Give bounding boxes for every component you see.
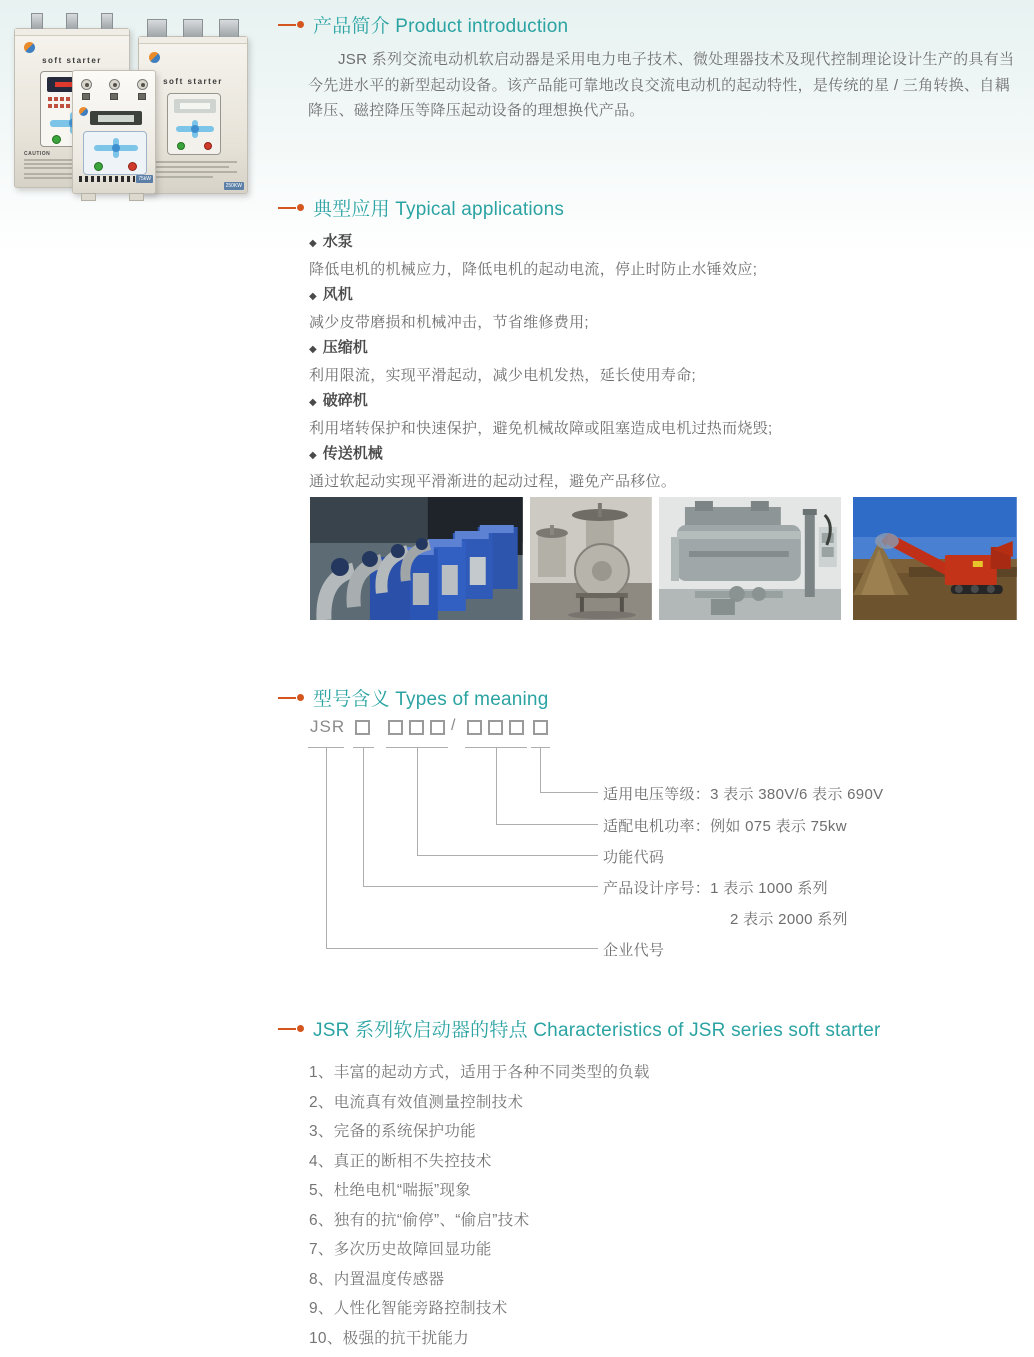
control-panel <box>83 131 147 175</box>
diamond-bullet-icon: ◆ <box>309 450 317 461</box>
application-photos-row <box>310 497 1017 620</box>
lcd-display <box>174 99 216 113</box>
feature-item: 5、杜绝电机“喘振”现象 <box>309 1182 472 1199</box>
terminal-screw <box>110 93 118 100</box>
terminal-screw <box>82 93 90 100</box>
feature-item: 1、丰富的起动方式，适用于各种不同类型的负载 <box>309 1064 650 1081</box>
power-badge: 250KW <box>225 183 242 189</box>
control-panel <box>167 93 221 155</box>
device-top-cap <box>139 37 247 44</box>
section-title: JSR 系列软启动器的特点 Characteristics of JSR series soft starter <box>313 1020 881 1041</box>
model-code-slash: / <box>451 717 456 734</box>
section-header-applications <box>278 194 564 221</box>
terminal-screw <box>138 93 146 100</box>
label-voltage-class: 适用电压等级：3 表示 380V/6 表示 690V <box>603 786 884 803</box>
application-desc: 通过软起动实现平滑渐进的起动过程，避免产品移位。 <box>309 472 677 490</box>
label-design-series-2: 2 表示 2000 系列 <box>730 911 848 928</box>
application-name <box>309 441 1021 469</box>
application-desc: 降低电机的机械应力，降低电机的起动电流，停止时防止水锤效应; <box>309 260 758 278</box>
photo-centrifugal-fan <box>530 497 652 620</box>
diamond-bullet-icon: ◆ <box>309 344 317 355</box>
terminal-strip <box>79 176 135 182</box>
soft-starter-label: soft starter <box>42 56 102 65</box>
connector-line <box>326 747 327 948</box>
stop-button-icon <box>128 162 137 171</box>
section-title: 产品简介 Product introduction <box>313 16 569 37</box>
model-code-box <box>533 720 548 735</box>
device-top-cap <box>15 29 129 36</box>
section-header-features <box>278 1015 881 1042</box>
stop-button-icon <box>204 142 212 150</box>
connector-line <box>326 948 598 949</box>
model-code-box <box>509 720 524 735</box>
feature-item: 6、独有的抗“偷停”、“偷启”技术 <box>309 1211 530 1229</box>
connector-line <box>540 792 598 793</box>
model-code-box <box>488 720 503 735</box>
model-code-box <box>467 720 482 735</box>
section-marker-icon <box>278 204 304 211</box>
power-badge: 75kW <box>138 176 151 182</box>
fine-print-line <box>149 171 237 173</box>
keypad-cross-icon <box>94 138 138 158</box>
application-label: 风机 <box>322 286 353 303</box>
connector-line <box>363 886 598 887</box>
label-company-code: 企业代号 <box>603 942 665 959</box>
product-photo-soft-starters <box>8 4 253 196</box>
feature-item: 7、多次历史故障回显功能 <box>309 1241 492 1258</box>
connector-line <box>417 747 418 855</box>
section-marker-icon <box>278 694 304 701</box>
start-button-icon <box>177 142 185 150</box>
start-button-icon <box>94 162 103 171</box>
brand-logo-icon <box>24 42 35 53</box>
terminal-bolt <box>81 79 92 90</box>
model-code-diagram <box>310 716 1025 964</box>
application-name <box>309 388 1021 416</box>
feature-item: 9、人性化智能旁路控制技术 <box>309 1300 508 1317</box>
application-name <box>309 335 1021 363</box>
section-marker-icon <box>278 1025 304 1032</box>
fine-print-line <box>149 166 229 168</box>
section-header-model <box>278 684 548 711</box>
application-label: 破碎机 <box>322 392 368 409</box>
label-motor-power: 适配电机功率：例如 075 表示 75kw <box>603 818 847 835</box>
model-code-box <box>430 720 445 735</box>
connector-line <box>496 824 598 825</box>
brand-logo-icon <box>149 52 160 63</box>
application-label: 水泵 <box>322 233 353 250</box>
model-code-box <box>409 720 424 735</box>
caution-label: CAUTION <box>24 151 51 157</box>
application-name <box>309 282 1021 310</box>
label-design-series: 产品设计序号：1 表示 1000 系列 <box>603 880 828 897</box>
application-label: 压缩机 <box>322 339 368 356</box>
diamond-bullet-icon: ◆ <box>309 238 317 249</box>
section-marker-icon <box>278 21 304 28</box>
connector-line <box>540 747 541 792</box>
diamond-bullet-icon: ◆ <box>309 291 317 302</box>
terminal-bolt <box>137 79 148 90</box>
soft-starter-device-front <box>72 70 156 194</box>
terminal-block <box>183 19 203 39</box>
connector-line <box>363 747 364 886</box>
terminal-bolt <box>109 79 120 90</box>
soft-starter-label: soft starter <box>163 77 223 86</box>
application-desc: 减少皮带磨损和机械冲击，节省维修费用; <box>309 313 589 331</box>
connector-line <box>417 855 598 856</box>
model-code-prefix: JSR <box>310 717 346 736</box>
feature-item: 2、电流真有效值测量控制技术 <box>309 1093 524 1111</box>
application-name <box>309 229 1021 257</box>
feature-item: 10、极强的抗干扰能力 <box>309 1329 470 1347</box>
start-button-icon <box>52 135 61 144</box>
features-list <box>309 1060 1021 1355</box>
feature-item: 4、真正的断相不失控技术 <box>309 1152 492 1170</box>
label-function-code: 功能代码 <box>603 849 665 866</box>
fine-print-line <box>149 161 237 163</box>
application-desc: 利用堵转保护和快速保护，避免机械故障或阻塞造成电机过热而烧毁; <box>309 419 773 437</box>
lcd-display <box>90 111 142 125</box>
terminal-block <box>219 19 239 39</box>
section-header-intro <box>278 11 568 38</box>
application-label: 传送机械 <box>322 445 383 462</box>
photo-compressor-unit <box>659 497 842 620</box>
model-code-box <box>355 720 370 735</box>
photo-mobile-crusher <box>853 497 1017 620</box>
feature-item: 3、完备的系统保护功能 <box>309 1123 476 1140</box>
section-title: 型号含义 Types of meaning <box>313 689 549 710</box>
connector-line <box>496 747 497 824</box>
keypad-cross-icon <box>176 120 214 138</box>
terminal-block <box>147 19 167 39</box>
applications-list <box>309 229 1021 494</box>
fine-print-line <box>149 176 213 178</box>
section-title: 典型应用 Typical applications <box>313 199 565 220</box>
brand-logo-icon <box>79 107 88 116</box>
diamond-bullet-icon: ◆ <box>309 397 317 408</box>
feature-item: 8、内置温度传感器 <box>309 1270 445 1288</box>
application-desc: 利用限流，实现平滑起动，减少电机发热，延长使用寿命; <box>309 366 696 384</box>
photo-pump-station <box>310 497 523 620</box>
model-code-box <box>388 720 403 735</box>
mounting-foot <box>81 193 96 201</box>
mounting-foot <box>129 193 144 201</box>
intro-paragraph: JSR 系列交流电动机软启动器是采用电力电子技术、微处理器技术及现代控制理论设计生产的具有当今先进水平的新型起动设备。该产品能可靠地改良交流电动机的起动特性，是传统的星 / 三角转换、自耦降压、磁控降压等降压起动设备的理想换代产品。 <box>308 51 1015 119</box>
